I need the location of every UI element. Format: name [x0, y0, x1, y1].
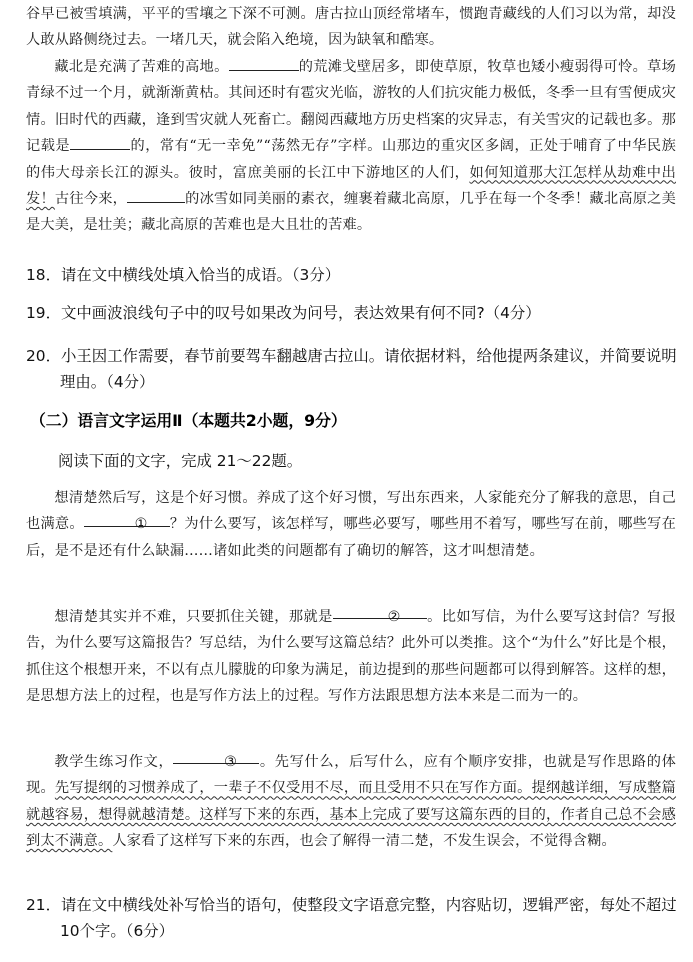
passage-text: 藏北是充满了苦难的高地。 — [54, 59, 229, 75]
question-text: 小王因工作需要，春节前要驾车翻越唐古拉山。请依据材料，给他提两条建议，并简要说明理由。（4分） — [60, 347, 677, 391]
question-number: 18． — [26, 266, 61, 284]
blank-marker: ② — [387, 609, 401, 625]
question-20 — [26, 343, 680, 395]
question-number: 20． — [26, 347, 61, 365]
passage-text: 想清楚然后写，这是个好习惯。养成了这个好习惯，写出东西来，人家能充分了解我的意思，自己也满意。 — [26, 490, 676, 533]
question-text: 请在文中横线处填入恰当的成语。（3分） — [60, 266, 341, 284]
question-21 — [26, 892, 680, 944]
passage2-paragraph-3 — [26, 749, 676, 855]
blank-marker: ① — [134, 516, 148, 533]
passage-text: 。比如写信，为什么要写这封信？写报告，为什么要写这篇报告？写总结，为什么要写这篇总结？此外可以类推。这个“为什么”好比是个根，抓住这个根想开来，不以有点儿朦胧的印象为满足，前边提到的那些问题都可以得到解答。这样的想，是思想方法上的过程，也是写作方法上的过程。写作方法跟思想方法本来是二而为一的。 — [26, 609, 676, 705]
question-18 — [26, 262, 676, 288]
question-number: 19． — [26, 304, 61, 322]
passage-text: 的冰雪如同美丽的素衣，缠裹着藏北高原，几乎在每一个冬季！藏北高原之美是大美，是壮美；藏北高原的苦难也是大且壮的苦难。 — [26, 191, 676, 234]
passage1-paragraph — [26, 54, 676, 239]
passage-text: 人家看了这样写下来的东西，也会了解得一清二楚，不发生误会，不觉得含糊。 — [112, 833, 616, 850]
passage-text: 。先写什么，后写什么，应有个顺序安排，也就是写作思路的体现。 — [26, 754, 676, 797]
question-text: 文中画波浪线句子中的叹号如果改为问号，表达效果有何不同?（4分） — [60, 304, 541, 322]
section-instruction: 阅读下面的文字，完成 21～22题。 — [58, 452, 303, 470]
passage-text: 古往今来， — [54, 191, 128, 208]
passage1-line-a — [26, 1, 676, 54]
question-number: 21． — [26, 896, 61, 914]
passage-text: 想清楚其实并不难，只要抓住关键，那就是 — [54, 609, 333, 625]
answer-blank — [229, 56, 299, 71]
passage-text: 教学生练习作文， — [54, 754, 174, 770]
answer-blank — [70, 135, 130, 150]
answer-blank-1 — [84, 511, 170, 533]
section-title: （二）语言文字运用Ⅱ（本题共2小题，9分） — [30, 411, 347, 430]
blank-marker: ③ — [224, 754, 238, 770]
passage2-paragraph-2 — [26, 604, 676, 710]
answer-blank-2 — [333, 604, 427, 625]
question-19 — [26, 300, 676, 326]
passage-text: ？为什么要写，该怎样写，哪些必要写，哪些用不着写，哪些写在前，哪些写在后，是不是还有什么缺漏……诸如此类的问题都有了确切的解答，这才叫想清楚。 — [26, 516, 676, 559]
wavy-underlined-sentence: 先写提纲的习惯养成了，一辈子不仅受用不尽，而且受用不只在写作方面。提纲越详细，写成整篇就越容易，想得就越清楚。这样写下来的东西，基本上完成了要写这篇东西的目的，作者自己总不会感到太不满意。 — [26, 780, 677, 850]
passage2-paragraph-1 — [26, 485, 676, 564]
answer-blank-3 — [173, 749, 259, 770]
passage-text: 的，常有“无一幸免”“荡然无存”字样。山那边的重灾区多阔，正处于哺育了中华民族的伟大母亲长江的源头。彼时，富庶美丽的长江中下游地区的人们， — [26, 138, 676, 181]
question-text: 请在文中横线处补写恰当的语句，使整段文字语意完整，内容贴切，逻辑严密，每处不超过 10个字。（6分） — [60, 896, 677, 940]
passage-text: 的荒滩戈壁居多，即使草原，牧草也矮小瘦弱得可怜。草场青绿不过一个月，就渐渐黄枯。其间还时有雹灾光临，游牧的人们抗灾能力极低，冬季一旦有雪便成灾情。旧时代的西藏，逢到雪灾就人死畜亡。翻阅西藏地方历史档案的灾异志，有关雪灾的记载也多。那记载是 — [26, 59, 677, 155]
passage-text: 谷早已被雪填满，平平的雪壤之下深不可测。唐古拉山顶经常堵车，惯跑青藏线的人们习以为常，却没人敢从路侧绕过去。一堵几天，就会陷入绝境，因为缺氧和酷寒。 — [26, 6, 676, 49]
wavy-underlined-sentence: 如何知道那大江怎样从劫难中出发！ — [26, 164, 676, 208]
answer-blank — [127, 188, 185, 203]
